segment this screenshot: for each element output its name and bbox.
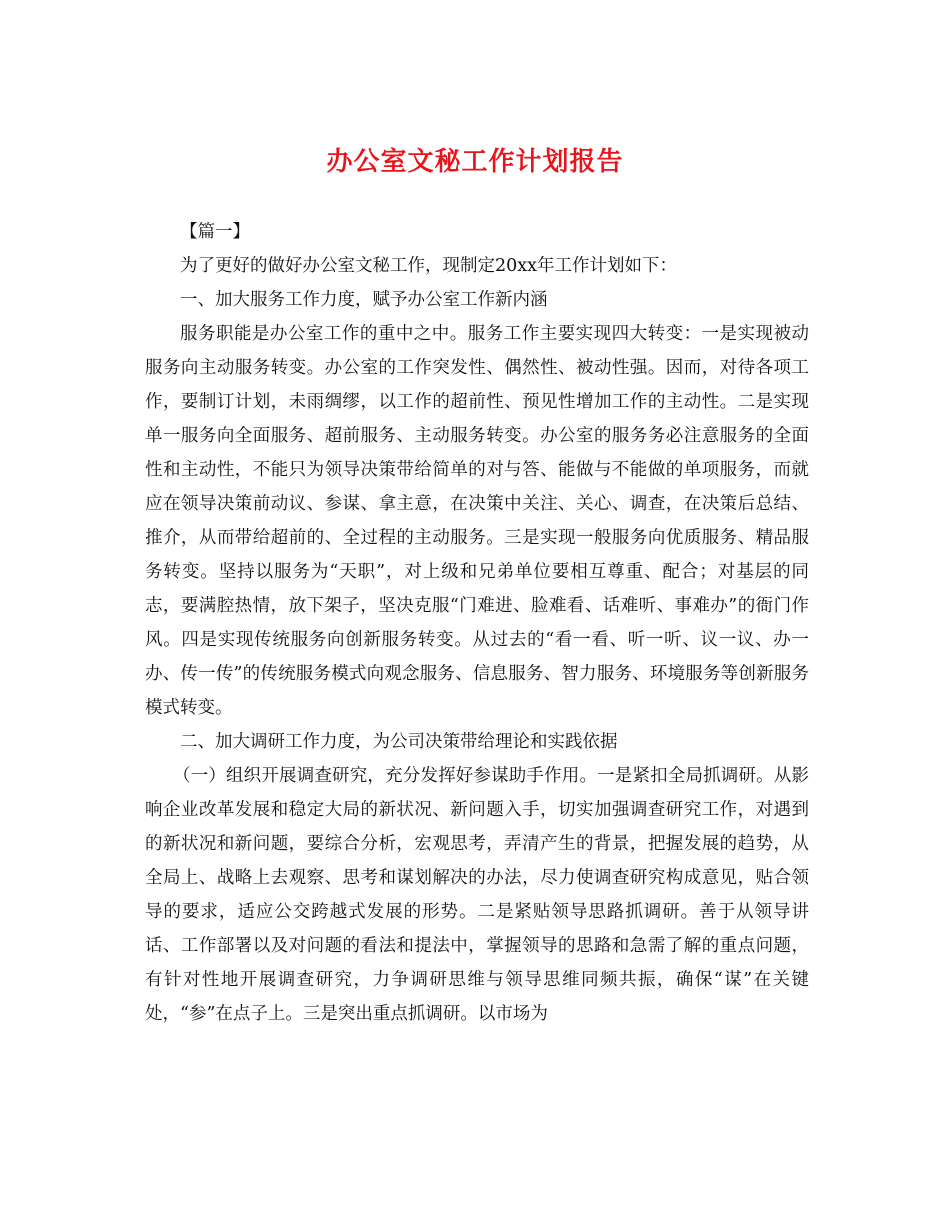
body-paragraph-2: （一）组织开展调查研究，充分发挥好参谋助手作用。一是紧扣全局抓调研。从影响企业改革发展和稳定大局的新状况、新问题入手，切实加强调查研究工作，对遇到的新状况和新问题，要综合分析，宏观思考，弄清产生的背景，把握发展的趋势，从全局上、战略上去观察、思考和谋划解决的办法，尽力使调查研究构成意见，贴合领导的要求，适应公交跨越式发展的形势。二是紧贴领导思路抓调研。善于从领导讲话、工作部署以及对问题的看法和提法中，掌握领导的思路和急需了解的重点问题，有针对性地开展调查研究，力争调研思维与领导思维同频共振，确保“谋”在关键处，“参”在点子上。三是突出重点抓调研。以市场为 [145,766,809,1024]
section-heading-2: 二、加大调研工作力度，为公司决策带给理论和实践依据 [180,732,618,752]
document-body [145,215,809,1031]
section-tag: 【篇一】 [180,222,250,242]
section-heading-1: 一、加大服务工作力度，赋予办公室工作新内涵 [180,290,548,310]
document-title: 办公室文秘工作计划报告 [326,147,624,177]
intro-paragraph: 为了更好的做好办公室文秘工作，现制定20xx年工作计划如下： [180,256,678,276]
body-paragraph-1: 服务职能是办公室工作的重中之中。服务工作主要实现四大转变：一是实现被动服务向主动服务转变。办公室的工作突发性、偶然性、被动性强。因而，对待各项工作，要制订计划，未雨绸缪，以工作的超前性、预见性增加工作的主动性。二是实现单一服务向全面服务、超前服务、主动服务转变。办公室的服务务必注意服务的全面性和主动性，不能只为领导决策带给简单的对与答、能做与不能做的单项服务，而就应在领导决策前动议、参谋、拿主意，在决策中关注、关心、调查，在决策后总结、推介，从而带给超前的、全过程的主动服务。三是实现一般服务向优质服务、精品服务转变。坚持以服务为“天职”，对上级和兄弟单位要相互尊重、配合；对基层的同志，要满腔热情，放下架子，坚决克服“门难进、脸难看、话难听、事难办”的衙门作风。四是实现传统服务向创新服务转变。从过去的“看一看、听一听、议一议、办一办、传一传”的传统服务模式向观念服务、信息服务、智力服务、环境服务等创新服务模式转变。 [145,324,809,718]
